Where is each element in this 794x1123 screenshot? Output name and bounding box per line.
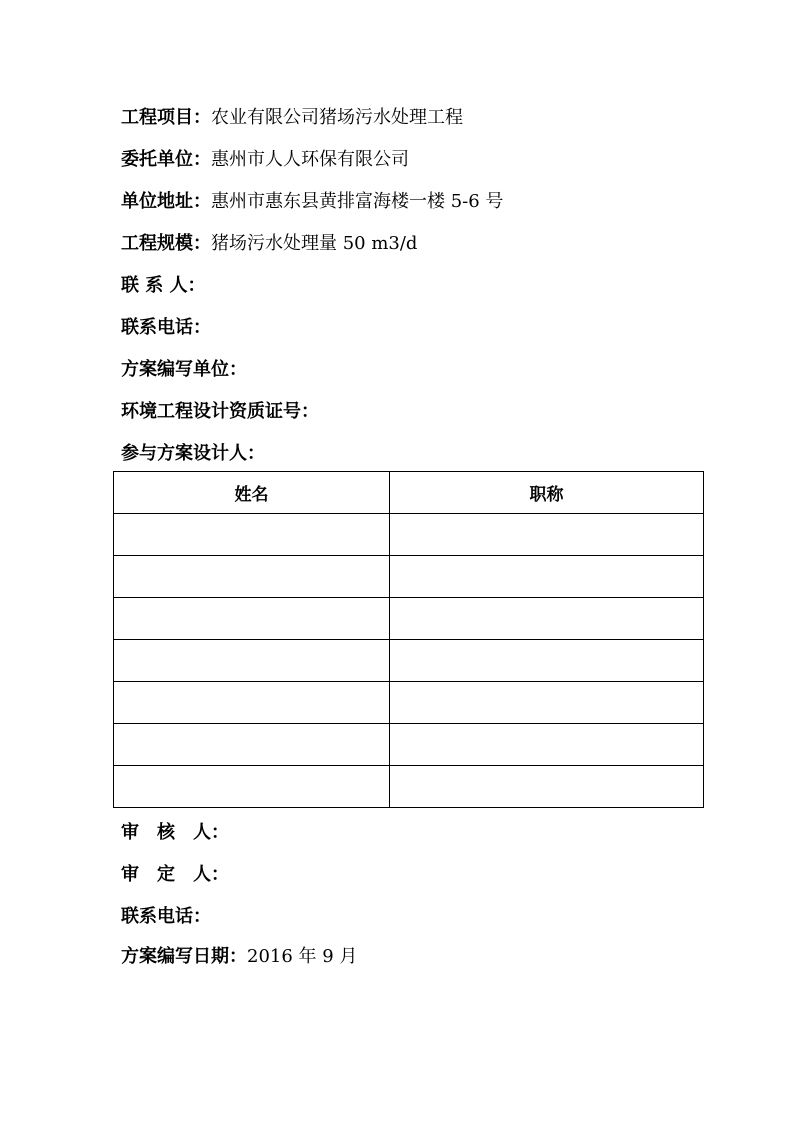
header-title: 职称 xyxy=(390,472,704,514)
table-row xyxy=(114,514,704,556)
contact-row xyxy=(121,271,206,301)
header-name: 姓名 xyxy=(114,472,390,514)
table-cell-title[interactable] xyxy=(390,514,704,556)
approval-phone-label: 联系电话： xyxy=(121,906,211,927)
date-value: 2016 年 9 月 xyxy=(247,946,358,967)
table-cell-name[interactable] xyxy=(114,766,390,808)
table-cell-title[interactable] xyxy=(390,640,704,682)
designers-table xyxy=(113,471,704,808)
client-value: 惠州市人人环保有限公司 xyxy=(211,149,409,170)
table-row xyxy=(114,682,704,724)
table-row xyxy=(114,724,704,766)
client-label: 委托单位： xyxy=(121,149,211,170)
phone-row xyxy=(121,313,211,343)
approver-label: 审 定 人： xyxy=(121,864,229,885)
author-unit-row xyxy=(121,355,247,385)
table-row xyxy=(114,640,704,682)
address-row xyxy=(121,187,503,217)
author-unit-label: 方案编写单位： xyxy=(121,359,247,380)
designers-label: 参与方案设计人： xyxy=(121,443,265,464)
table-row xyxy=(114,766,704,808)
approval-phone-row xyxy=(121,902,211,932)
contact-label: 联 系 人： xyxy=(121,275,206,296)
table-cell-name[interactable] xyxy=(114,640,390,682)
project-name-value: 农业有限公司猪场污水处理工程 xyxy=(211,107,463,128)
address-label: 单位地址： xyxy=(121,191,211,212)
table-cell-title[interactable] xyxy=(390,682,704,724)
project-name-label: 工程项目： xyxy=(121,107,211,128)
reviewer-label: 审 核 人： xyxy=(121,822,229,843)
qualification-row xyxy=(121,397,319,427)
table-cell-name[interactable] xyxy=(114,514,390,556)
designers-row xyxy=(121,439,265,469)
qualification-label: 环境工程设计资质证号： xyxy=(121,401,319,422)
table-cell-title[interactable] xyxy=(390,598,704,640)
client-row xyxy=(121,145,409,175)
table-cell-title[interactable] xyxy=(390,556,704,598)
table-row xyxy=(114,598,704,640)
approver-row xyxy=(121,860,229,890)
table-cell-name[interactable] xyxy=(114,682,390,724)
table-cell-name[interactable] xyxy=(114,724,390,766)
scale-row xyxy=(121,229,417,259)
date-label: 方案编写日期： xyxy=(121,946,247,967)
scale-label: 工程规模： xyxy=(121,233,211,254)
address-value: 惠州市惠东县黄排富海楼一楼 5-6 号 xyxy=(211,191,504,212)
table-row xyxy=(114,556,704,598)
table-cell-name[interactable] xyxy=(114,556,390,598)
phone-label: 联系电话： xyxy=(121,317,211,338)
table-header-row xyxy=(114,472,704,514)
table-cell-title[interactable] xyxy=(390,766,704,808)
table-cell-name[interactable] xyxy=(114,598,390,640)
reviewer-row xyxy=(121,818,229,848)
project-name-row xyxy=(121,103,463,133)
date-row xyxy=(121,942,357,972)
table-cell-title[interactable] xyxy=(390,724,704,766)
scale-value: 猪场污水处理量 50 m3/d xyxy=(211,233,418,254)
